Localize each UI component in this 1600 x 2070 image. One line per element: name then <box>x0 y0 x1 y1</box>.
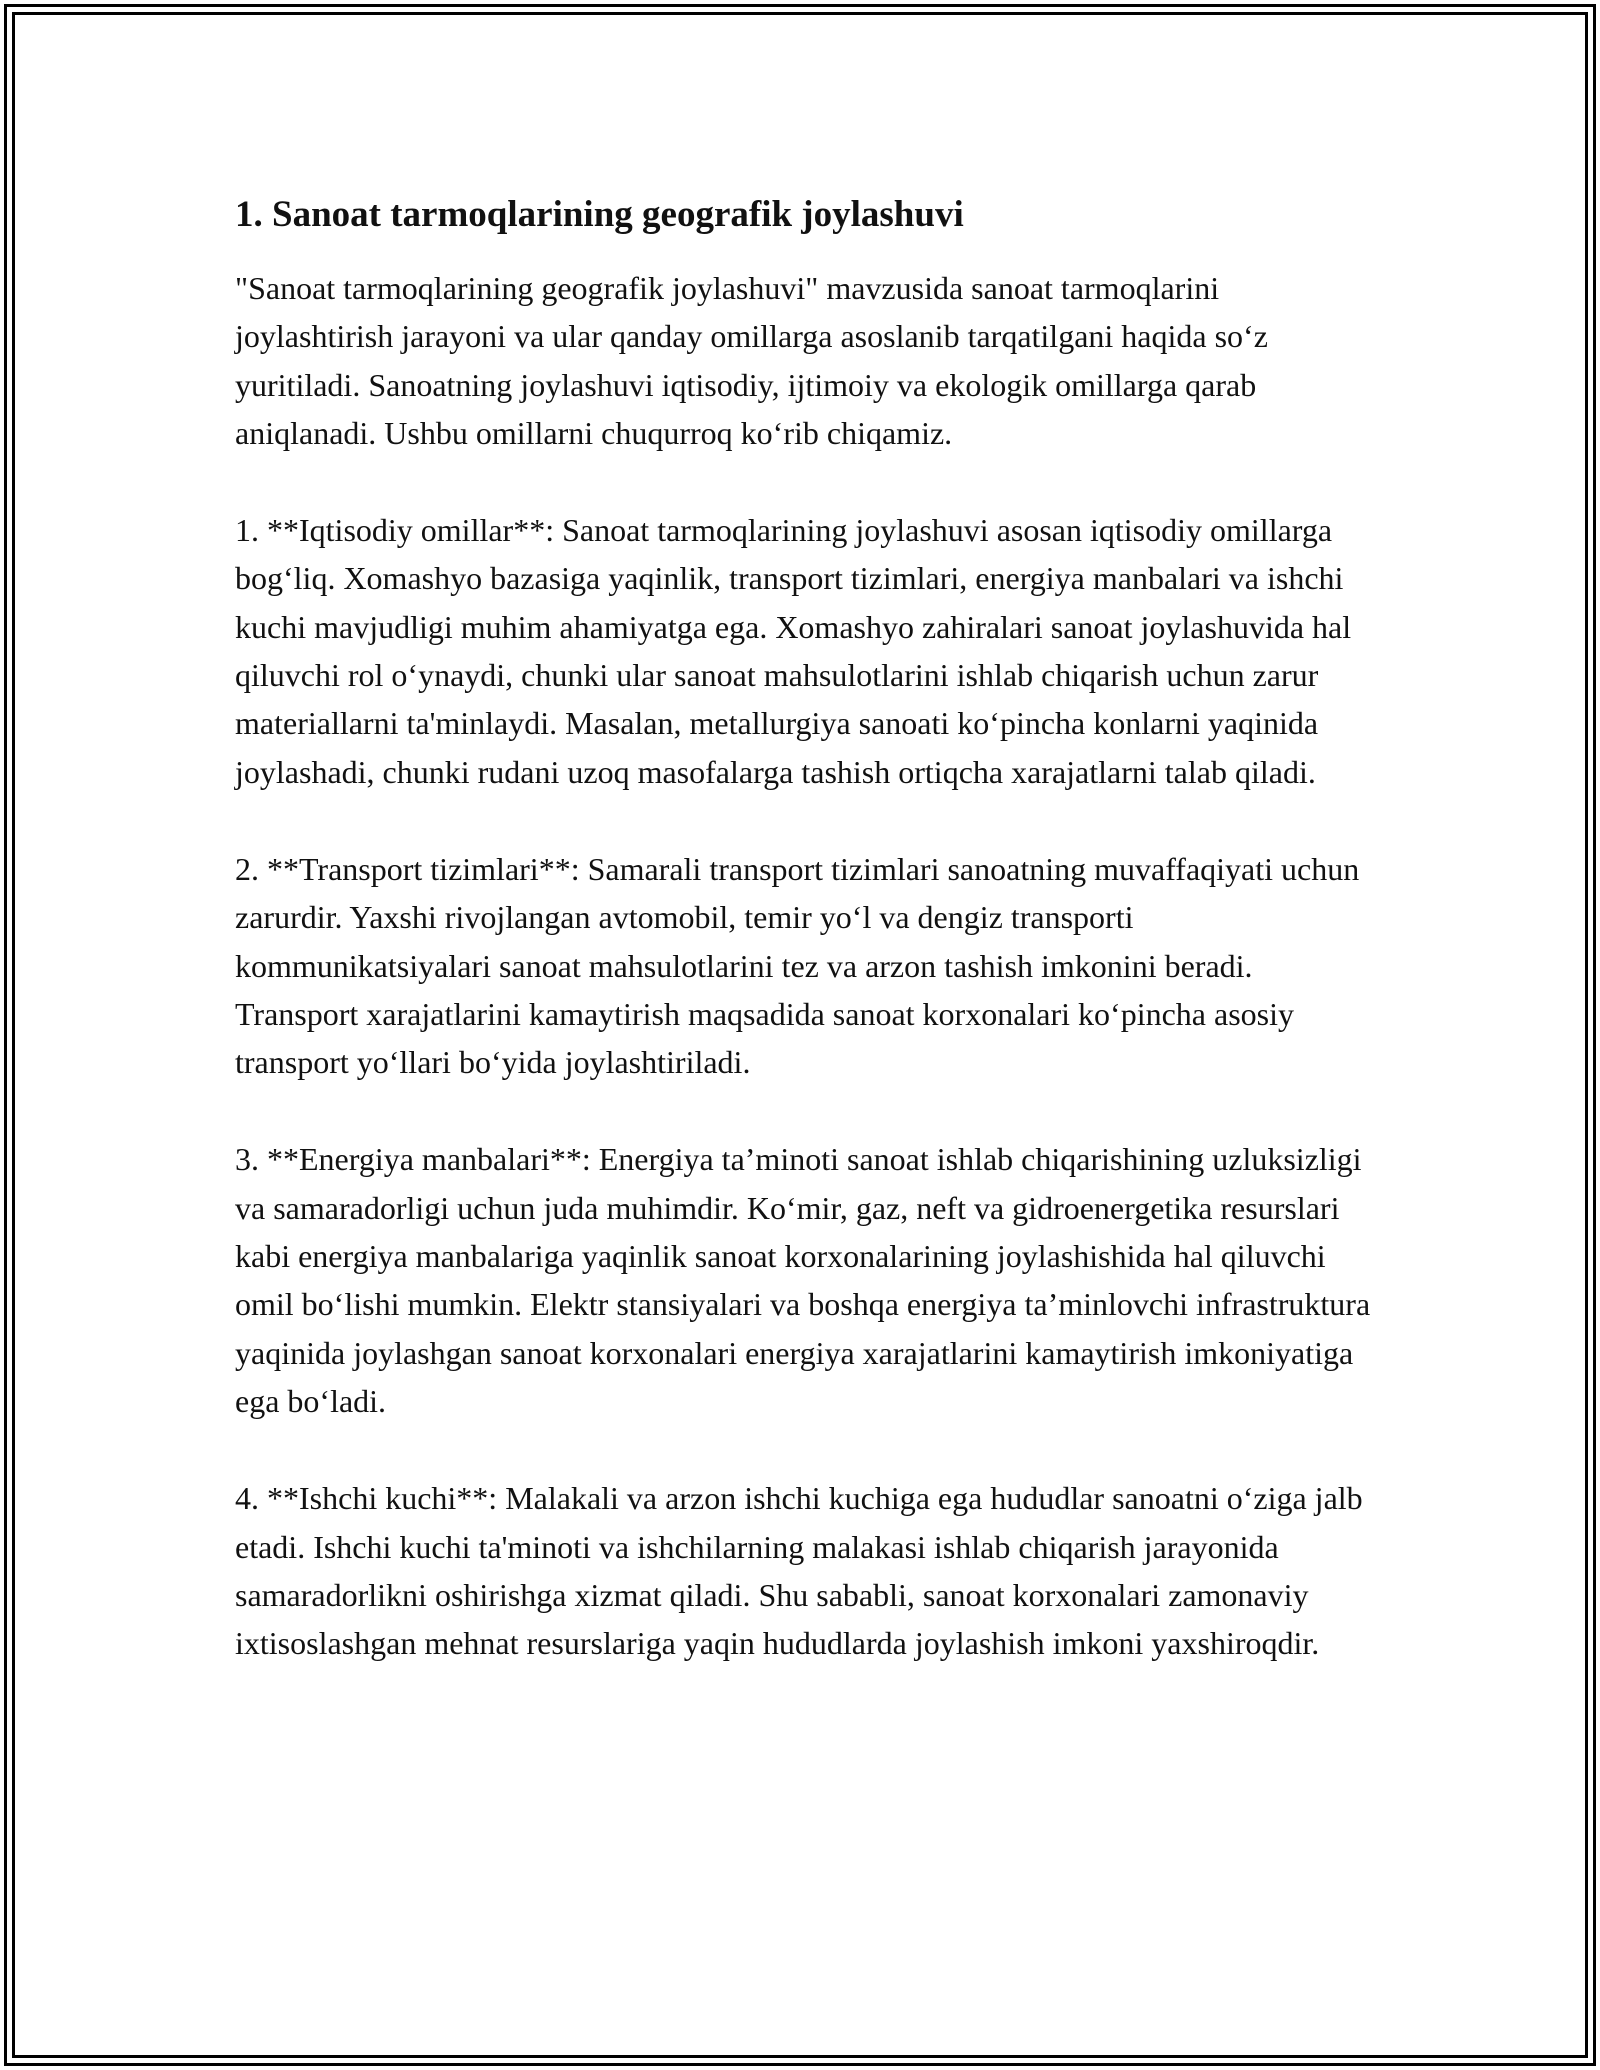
paragraph-intro: "Sanoat tarmoqlarining geografik joylashuvi" mavzusida sanoat tarmoqlarini joylashtirish jarayoni va ular qanday omillarga asoslanib tarqatilgani haqida so‘z yuritiladi. Sanoatning joylashuvi iqtisodiy, ijtimoiy va ekologik omillarga qarab aniqlanadi. Ushbu omillarni chuqurroq ko‘rib chiqamiz. <box>235 270 1268 451</box>
paragraph-energy-sources: 3. **Energiya manbalari**: Energiya ta’minoti sanoat ishlab chiqarishining uzluksizligi va samaradorligi uchun juda muhimdir. Ko‘mir, gaz, neft va gidroenergetika resurslari kabi energiya manbalariga yaqinlik sanoat korxonalarining joylashishida hal qiluvchi omil bo‘lishi mumkin. Elektr stansiyalari va boshqa energiya ta’minlovchi infrastruktura yaqinida joylashgan sanoat korxonalari energiya xarajatlarini kamaytirish imkoniyatiga ega bo‘ladi. <box>235 1141 1371 1419</box>
document-body <box>235 188 1375 1716</box>
paragraph-transport-systems: 2. **Transport tizimlari**: Samarali transport tizimlari sanoatning muvaffaqiyati uchun zarurdir. Yaxshi rivojlangan avtomobil, temir yo‘l va dengiz transporti kommunikatsiyalari sanoat mahsulotlarini tez va arzon tashish imkonini beradi. Transport xarajatlarini kamaytirish maqsadida sanoat korxonalari ko‘pincha asosiy transport yo‘llari bo‘yida joylashtiriladi. <box>235 850 1360 1081</box>
paragraph-economic-factors: 1. **Iqtisodiy omillar**: Sanoat tarmoqlarining joylashuvi asosan iqtisodiy omillarga bog‘liq. Xomashyo bazasiga yaqinlik, transport tizimlari, energiya manbalari va ishchi kuchi mavjudligi muhim ahamiyatga ega. Xomashyo zahiralari sanoat joylashuvida hal qiluvchi rol o‘ynaydi, chunki ular sanoat mahsulotlarini ishlab chiqarish uchun zarur materiallarni ta'minlaydi. Masalan, metallurgiya sanoati ko‘pincha konlarni yaqinida joylashadi, chunki rudani uzoq masofalarga tashish ortiqcha xarajatlarni talab qiladi. <box>235 512 1352 790</box>
paragraph-labor-force: 4. **Ishchi kuchi**: Malakali va arzon ishchi kuchiga ega hududlar sanoatni o‘ziga jalb etadi. Ishchi kuchi ta'minoti va ishchilarning malakasi ishlab chiqarish jarayonida samaradorlikni oshirishga xizmat qiladi. Shu sababli, sanoat korxonalari zamonaviy ixtisoslashgan mehnat resurslariga yaqin hududlarda joylashish imkoni yaxshiroqdir. <box>235 1480 1363 1662</box>
section-heading: 1. Sanoat tarmoqlarining geografik joylashuvi <box>235 194 964 235</box>
